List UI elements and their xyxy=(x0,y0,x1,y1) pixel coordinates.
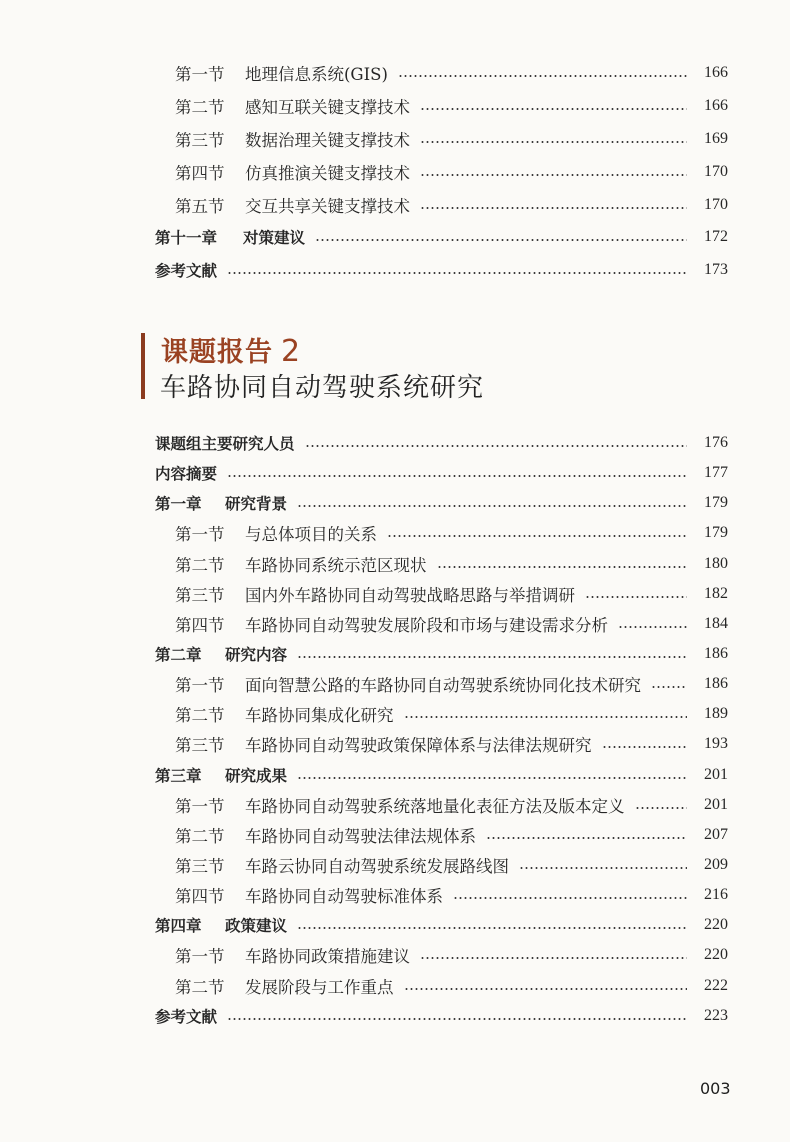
toc-entry[interactable] xyxy=(0,850,790,880)
toc-entry-page: 201 xyxy=(704,765,728,783)
page-number: 003 xyxy=(700,1079,731,1098)
toc-entry-number: 第一章 xyxy=(155,495,202,514)
toc-entry[interactable] xyxy=(0,699,790,729)
toc-entry-title: 车路协同自动驾驶政策保障体系与法律法规研究 xyxy=(245,736,592,756)
dot-leader xyxy=(227,475,687,477)
toc-entry[interactable] xyxy=(0,910,790,940)
toc-entry[interactable] xyxy=(0,790,790,820)
toc-entry-page: 207 xyxy=(704,825,728,843)
toc-entry-page: 179 xyxy=(704,494,728,512)
dot-leader xyxy=(387,535,687,537)
dot-leader xyxy=(297,777,687,779)
toc-entry-page: 172 xyxy=(704,228,728,246)
toc-entry-title: 参考文献 xyxy=(155,1007,218,1026)
dot-leader xyxy=(486,837,687,839)
toc-entry-number: 第二节 xyxy=(175,977,225,997)
toc-entry-number: 第三节 xyxy=(175,585,225,605)
toc-entry-title: 车路协同政策措施建议 xyxy=(245,947,410,967)
toc-entry-number: 第三节 xyxy=(175,736,225,756)
toc-entry-page: 170 xyxy=(704,195,728,213)
toc-entry-title: 发展阶段与工作重点 xyxy=(245,977,394,997)
dot-leader xyxy=(651,686,687,688)
toc-entry-title: 对策建议 xyxy=(243,229,306,248)
toc-entry[interactable] xyxy=(0,729,790,759)
report-label-text: 课题报告 xyxy=(161,337,273,368)
toc-entry[interactable] xyxy=(0,579,790,609)
toc-entry[interactable] xyxy=(0,609,790,639)
dot-leader xyxy=(227,1018,687,1020)
toc-entry-page: 179 xyxy=(704,524,728,542)
dot-leader xyxy=(420,207,687,209)
dot-leader xyxy=(453,897,687,899)
toc-entry[interactable] xyxy=(0,880,790,910)
toc-entry-title: 研究内容 xyxy=(225,646,288,665)
toc-entry-page: 166 xyxy=(704,97,728,115)
dot-leader xyxy=(420,108,687,110)
toc-entry-number: 第二节 xyxy=(175,555,225,575)
report-number: 2 xyxy=(281,334,302,369)
dot-leader xyxy=(519,867,687,869)
toc-entry[interactable] xyxy=(0,669,790,699)
toc-entry-title: 车路协同自动驾驶法律法规体系 xyxy=(245,826,476,846)
toc-entry[interactable] xyxy=(0,188,790,221)
toc-entry-title: 感知互联关键支撑技术 xyxy=(245,98,410,118)
toc-entry-page: 173 xyxy=(704,261,728,279)
dot-leader xyxy=(227,272,687,274)
toc-entry-title: 研究背景 xyxy=(225,495,288,514)
toc-list-bottom xyxy=(0,428,790,1031)
dot-leader xyxy=(297,927,687,929)
toc-entry-page: 182 xyxy=(704,584,728,602)
toc-entry[interactable] xyxy=(0,155,790,188)
toc-entry-number: 第一节 xyxy=(175,947,225,967)
toc-entry-title: 国内外车路协同自动驾驶战略思路与举措调研 xyxy=(245,585,575,605)
toc-entry[interactable] xyxy=(0,1001,790,1031)
toc-entry-title: 交互共享关键支撑技术 xyxy=(245,196,410,216)
toc-entry-page: 169 xyxy=(704,129,728,147)
toc-entry-number: 第一节 xyxy=(175,525,225,545)
toc-entry-title: 课题组主要研究人员 xyxy=(155,435,295,454)
toc-entry-title: 车路协同自动驾驶发展阶段和市场与建设需求分析 xyxy=(245,615,608,635)
dot-leader xyxy=(404,716,688,718)
dot-leader xyxy=(297,505,687,507)
toc-entry-number: 第四章 xyxy=(155,917,202,936)
toc-entry-number: 第四节 xyxy=(175,615,225,635)
toc-entry-title: 车路协同集成化研究 xyxy=(245,706,394,726)
toc-entry-page: 189 xyxy=(704,705,728,723)
toc-entry-number: 第五节 xyxy=(175,196,225,216)
dot-leader xyxy=(437,566,688,568)
report-title: 车路协同自动驾驶系统研究 xyxy=(160,373,485,403)
dot-leader xyxy=(315,239,687,241)
dot-leader xyxy=(635,807,688,809)
dot-leader xyxy=(420,141,687,143)
toc-entry-page: 220 xyxy=(704,946,728,964)
toc-entry-number: 第三章 xyxy=(155,766,202,785)
toc-entry-page: 180 xyxy=(704,554,728,572)
toc-entry[interactable] xyxy=(0,57,790,90)
toc-entry[interactable] xyxy=(0,971,790,1001)
toc-entry-title: 面向智慧公路的车路协同自动驾驶系统协同化技术研究 xyxy=(245,676,641,696)
toc-entry-title: 车路协同系统示范区现状 xyxy=(245,555,427,575)
toc-entry[interactable] xyxy=(0,428,790,458)
toc-entry-title: 数据治理关键支撑技术 xyxy=(245,130,410,150)
toc-entry-page: 223 xyxy=(704,1006,728,1024)
dot-leader xyxy=(585,596,687,598)
toc-entry[interactable] xyxy=(0,458,790,488)
dot-leader xyxy=(398,75,687,77)
toc-entry-page: 216 xyxy=(704,886,728,904)
toc-list-top xyxy=(0,57,790,287)
toc-entry-page: 166 xyxy=(704,64,728,82)
toc-entry-number: 第二节 xyxy=(175,826,225,846)
toc-entry[interactable] xyxy=(0,221,790,254)
toc-entry-number: 第十一章 xyxy=(155,229,218,248)
toc-entry-number: 第四节 xyxy=(175,887,225,907)
report-label xyxy=(161,330,301,369)
toc-entry-title: 车路协同自动驾驶系统落地量化表征方法及版本定义 xyxy=(245,796,625,816)
toc-entry-title: 参考文献 xyxy=(155,262,218,281)
toc-entry-page: 193 xyxy=(704,735,728,753)
toc-entry-number: 第二节 xyxy=(175,98,225,118)
toc-entry-number: 第二章 xyxy=(155,646,202,665)
toc-entry[interactable] xyxy=(0,639,790,669)
toc-entry-title: 政策建议 xyxy=(225,917,288,936)
dot-leader xyxy=(404,988,688,990)
dot-leader xyxy=(420,174,687,176)
dot-leader xyxy=(618,626,687,628)
toc-entry-title: 地理信息系统(GIS) xyxy=(245,65,388,85)
dot-leader xyxy=(420,957,687,959)
toc-entry[interactable] xyxy=(0,549,790,579)
toc-entry[interactable] xyxy=(0,254,790,287)
toc-entry[interactable] xyxy=(0,488,790,518)
toc-entry-number: 第一节 xyxy=(175,676,225,696)
toc-entry-number: 第一节 xyxy=(175,65,225,85)
toc-entry-page: 186 xyxy=(704,645,728,663)
toc-entry[interactable] xyxy=(0,940,790,970)
toc-entry-page: 222 xyxy=(704,976,728,994)
toc-entry-title: 车路协同自动驾驶标准体系 xyxy=(245,887,443,907)
toc-entry[interactable] xyxy=(0,760,790,790)
toc-entry-page: 220 xyxy=(704,916,728,934)
toc-entry[interactable] xyxy=(0,518,790,548)
accent-bar xyxy=(141,333,145,399)
toc-entry-number: 第一节 xyxy=(175,796,225,816)
toc-entry-title: 研究成果 xyxy=(225,766,288,785)
toc-entry-page: 209 xyxy=(704,856,728,874)
toc-entry-title: 仿真推演关键支撑技术 xyxy=(245,163,410,183)
toc-entry-title: 内容摘要 xyxy=(155,465,218,484)
toc-entry-number: 第四节 xyxy=(175,163,225,183)
toc-entry-page: 170 xyxy=(704,162,728,180)
toc-entry-page: 184 xyxy=(704,614,728,632)
toc-entry[interactable] xyxy=(0,90,790,123)
toc-entry-page: 176 xyxy=(704,434,728,452)
toc-entry-page: 177 xyxy=(704,464,728,482)
toc-entry-page: 186 xyxy=(704,675,728,693)
toc-entry-number: 第三节 xyxy=(175,857,225,877)
toc-entry-title: 与总体项目的关系 xyxy=(245,525,377,545)
toc-entry[interactable] xyxy=(0,820,790,850)
dot-leader xyxy=(305,445,687,447)
toc-entry-page: 201 xyxy=(704,795,728,813)
dot-leader xyxy=(602,746,688,748)
dot-leader xyxy=(297,656,687,658)
toc-entry[interactable] xyxy=(0,123,790,156)
toc-entry-number: 第二节 xyxy=(175,706,225,726)
toc-entry-title: 车路云协同自动驾驶系统发展路线图 xyxy=(245,857,509,877)
toc-entry-number: 第三节 xyxy=(175,130,225,150)
